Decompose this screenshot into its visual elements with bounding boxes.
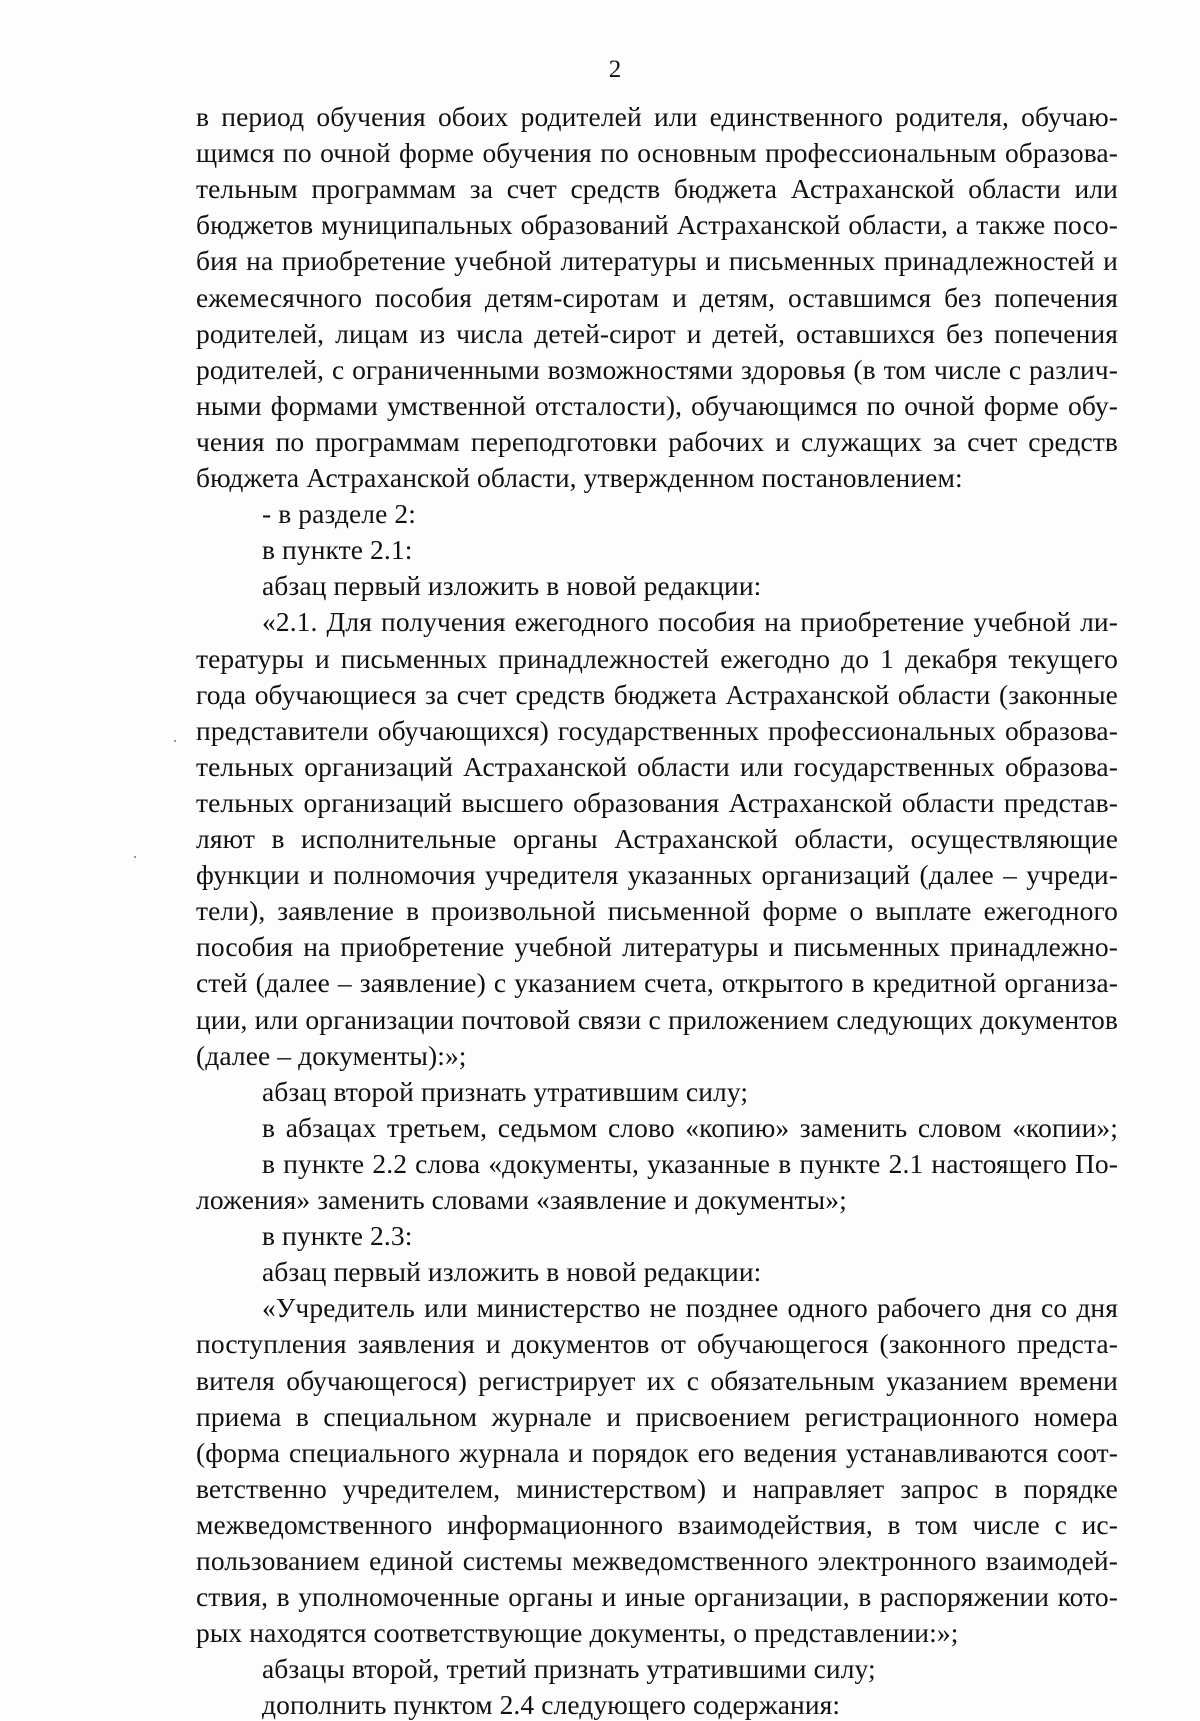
text-line: абзац первый изложить в новой редакции: [262, 1256, 762, 1288]
text-line: тельных организаций Астраханской области или государственных образова- [196, 750, 1118, 782]
text-line: в абзацах третьем, седьмом слово «копию» заменить словом «копии»; [262, 1111, 1118, 1143]
text-line: «Учредитель или министерство не позднее одного рабочего дня со дня [262, 1292, 1118, 1324]
text-line: - в разделе 2: [262, 498, 417, 530]
text-line: приема в специальном журнале и присвоением регистрационного номера [196, 1400, 1118, 1432]
text-line: ложения» заменить словами «заявление и документы»; [196, 1184, 847, 1215]
text-line: в пункте 2.3: [262, 1220, 413, 1252]
text-line: представители обучающихся) государственных профессиональных образова- [196, 714, 1118, 746]
scan-speck [174, 740, 176, 742]
text-line: поступления заявления и документов от обучающегося (законного предста- [196, 1328, 1118, 1360]
text-line: пособия на приобретение учебной литературы и письменных принадлежно- [196, 931, 1118, 963]
text-line: чения по программам переподготовки рабочих и служащих за счет средств [196, 425, 1118, 457]
text-line: рых находятся соответствующие документы, о представлении:»; [196, 1617, 959, 1649]
text-line: пользованием единой системы межведомственного электронного взаимодей- [196, 1545, 1118, 1576]
text-line: тературы и письменных принадлежностей ежегодно до 1 декабря текущего [196, 642, 1118, 674]
text-line: бюджетов муниципальных образований Астраханской области, а также посо- [196, 209, 1118, 241]
text-line: дополнить пунктом 2.4 следующего содержания: [262, 1689, 841, 1721]
text-line: щимся по очной форме обучения по основным профессиональным образова- [196, 137, 1118, 169]
text-line: ляют в исполнительные органы Астраханской области, осуществляющие [196, 823, 1118, 854]
text-line: в пункте 2.1: [262, 534, 413, 566]
scan-speck [134, 856, 136, 858]
text-line: в период обучения обоих родителей или единственного родителя, обучаю- [196, 101, 1118, 132]
text-line: ствия, в уполномоченные органы и иные организации, в распоряжении кото- [196, 1581, 1118, 1613]
text-line: вителя обучающегося) регистрирует их с обязательным указанием времени [196, 1364, 1118, 1396]
page-number: 2 [608, 56, 622, 83]
text-line: бия на приобретение учебной литературы и письменных принадлежностей и [196, 245, 1118, 277]
text-line: бюджета Астраханской области, утвержденном постановлением: [196, 462, 963, 493]
text-line: (далее – документы):»; [196, 1039, 467, 1071]
text-line: стей (далее – заявление) с указанием счета, открытого в кредитной организа- [196, 967, 1118, 999]
text-line: родителей, с ограниченными возможностями здоровья (в том числе с различ- [196, 353, 1118, 385]
text-line: тели), заявление в произвольной письменной форме о выплате ежегодного [196, 895, 1118, 927]
text-line: года обучающиеся за счет средств бюджета Астраханской области (законные [196, 678, 1118, 710]
text-line: абзацы второй, третий признать утратившими силу; [262, 1653, 876, 1685]
text-line: абзац первый изложить в новой редакции: [262, 570, 762, 602]
text-line: функции и полномочия учредителя указанных организаций (далее – учреди- [196, 859, 1118, 891]
text-line: родителей, лицам из числа детей-сирот и детей, оставшихся без попечения [196, 317, 1118, 349]
text-line: (форма специального журнала и порядок его ведения устанавливаются соот- [196, 1436, 1118, 1468]
text-line: тельных организаций высшего образования Астраханской области представ- [196, 786, 1118, 818]
text-line: ными формами умственной отсталости), обучающимся по очной форме обу- [196, 389, 1118, 421]
text-line: абзац второй признать утратившим силу; [262, 1075, 749, 1107]
text-line: ежемесячного пособия детям-сиротам и детям, оставшимся без попечения [196, 281, 1118, 313]
text-line: ции, или организации почтовой связи с приложением следующих документов [196, 1003, 1118, 1035]
text-line: в пункте 2.2 слова «документы, указанные в пункте 2.1 настоящего По- [262, 1147, 1118, 1179]
text-line: ветственно учредителем, министерством) и направляет запрос в порядке [196, 1472, 1118, 1504]
text-line: «2.1. Для получения ежегодного пособия на приобретение учебной ли- [262, 606, 1118, 638]
text-line: тельным программам за счет средств бюджета Астраханской области или [196, 173, 1118, 205]
text-line: межведомственного информационного взаимодействия, в том числе с ис- [196, 1508, 1118, 1540]
